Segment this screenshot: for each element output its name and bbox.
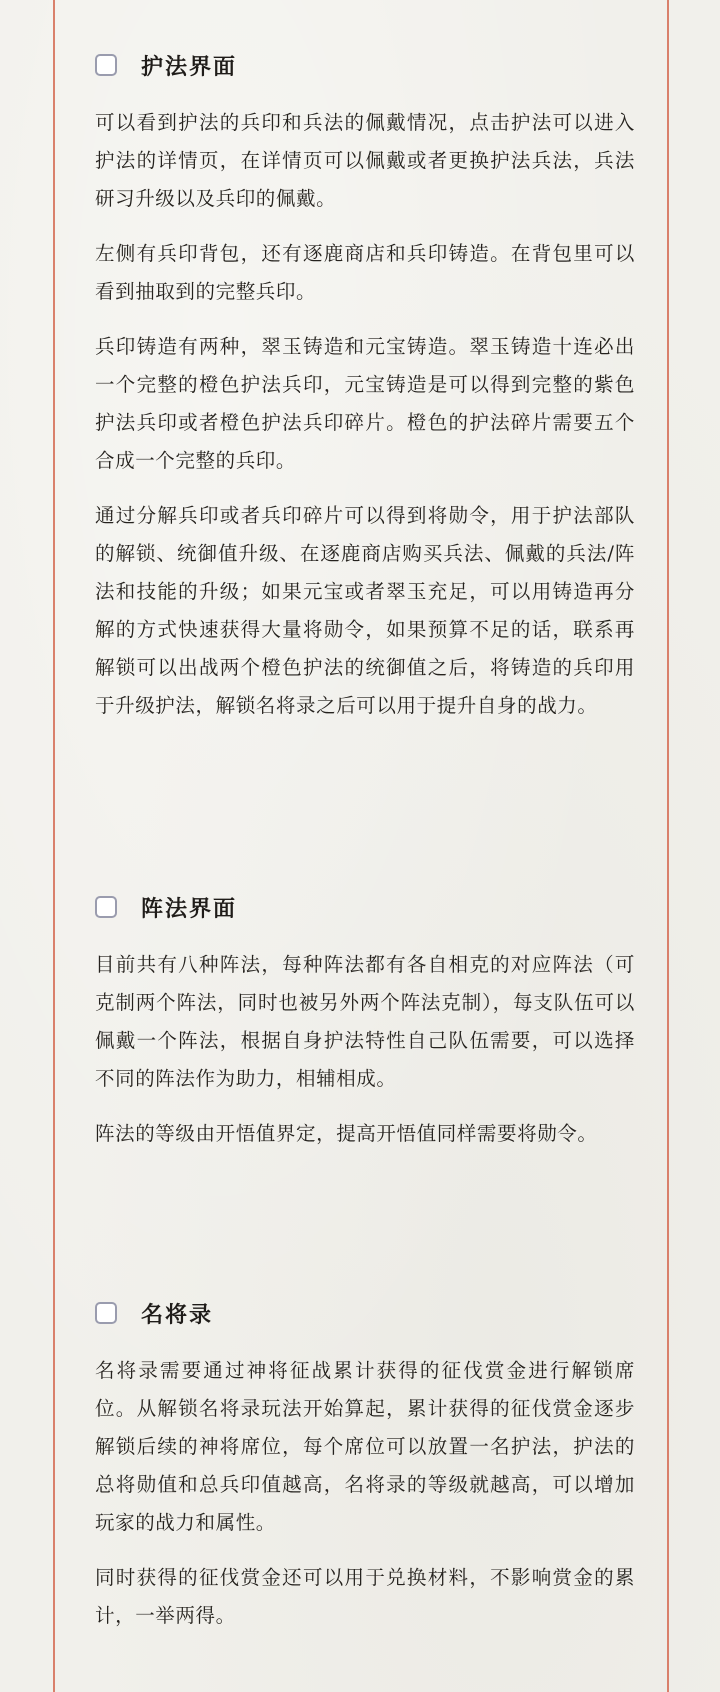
paragraph: 阵法的等级由开悟值界定，提高开悟值同样需要将勋令。	[95, 1122, 598, 1145]
paragraph: 可以看到护法的兵印和兵法的佩戴情况，点击护法可以进入护法的详情页，在详情页可以佩戴或者更换护法兵法，兵法研习升级以及兵印的佩戴。	[95, 111, 635, 210]
section-header	[95, 892, 635, 922]
section-hufa	[95, 50, 635, 725]
section-body	[95, 1352, 635, 1635]
section-zhenfa	[95, 892, 635, 1153]
section-header	[95, 1298, 635, 1328]
paragraph: 通过分解兵印或者兵印碎片可以得到将勋令，用于护法部队的解锁、统御值升级、在逐鹿商店购买兵法、佩戴的兵法/阵法和技能的升级；如果元宝或者翠玉充足，可以用铸造再分解的方式快速获得大量将勋令，如果预算不足的话，联系再解锁可以出战两个橙色护法的统御值之后，将铸造的兵印用于升级护法，解锁名将录之后可以用于提升自身的战力。	[95, 504, 635, 717]
paragraph: 左侧有兵印背包，还有逐鹿商店和兵印铸造。在背包里可以看到抽取到的完整兵印。	[95, 242, 635, 303]
section-title: 护法界面	[141, 53, 238, 80]
right-border-line	[667, 0, 669, 1692]
section-header	[95, 50, 635, 80]
paragraph: 兵印铸造有两种，翠玉铸造和元宝铸造。翠玉铸造十连必出一个完整的橙色护法兵印，元宝铸造是可以得到完整的紫色护法兵印或者橙色护法兵印碎片。橙色的护法碎片需要五个合成一个完整的兵印。	[95, 335, 635, 472]
section-checkbox[interactable]	[95, 1302, 117, 1324]
section-title: 名将录	[141, 1301, 214, 1328]
section-body	[95, 946, 635, 1153]
paragraph: 名将录需要通过神将征战累计获得的征伐赏金进行解锁席位。从解锁名将录玩法开始算起，累计获得的征伐赏金逐步解锁后续的神将席位，每个席位可以放置一名护法，护法的总将勋值和总兵印值越高，名将录的等级就越高，可以增加玩家的战力和属性。	[95, 1359, 635, 1534]
left-border-line	[53, 0, 55, 1692]
paragraph: 目前共有八种阵法，每种阵法都有各自相克的对应阵法（可克制两个阵法，同时也被另外两个阵法克制），每支队伍可以佩戴一个阵法，根据自身护法特性自己队伍需要，可以选择不同的阵法作为助力，相辅相成。	[95, 953, 635, 1090]
paragraph: 同时获得的征伐赏金还可以用于兑换材料，不影响赏金的累计，一举两得。	[95, 1566, 635, 1627]
section-checkbox[interactable]	[95, 896, 117, 918]
section-body	[95, 104, 635, 725]
section-checkbox[interactable]	[95, 54, 117, 76]
section-title: 阵法界面	[141, 895, 238, 922]
section-mingjianglu	[95, 1298, 635, 1635]
